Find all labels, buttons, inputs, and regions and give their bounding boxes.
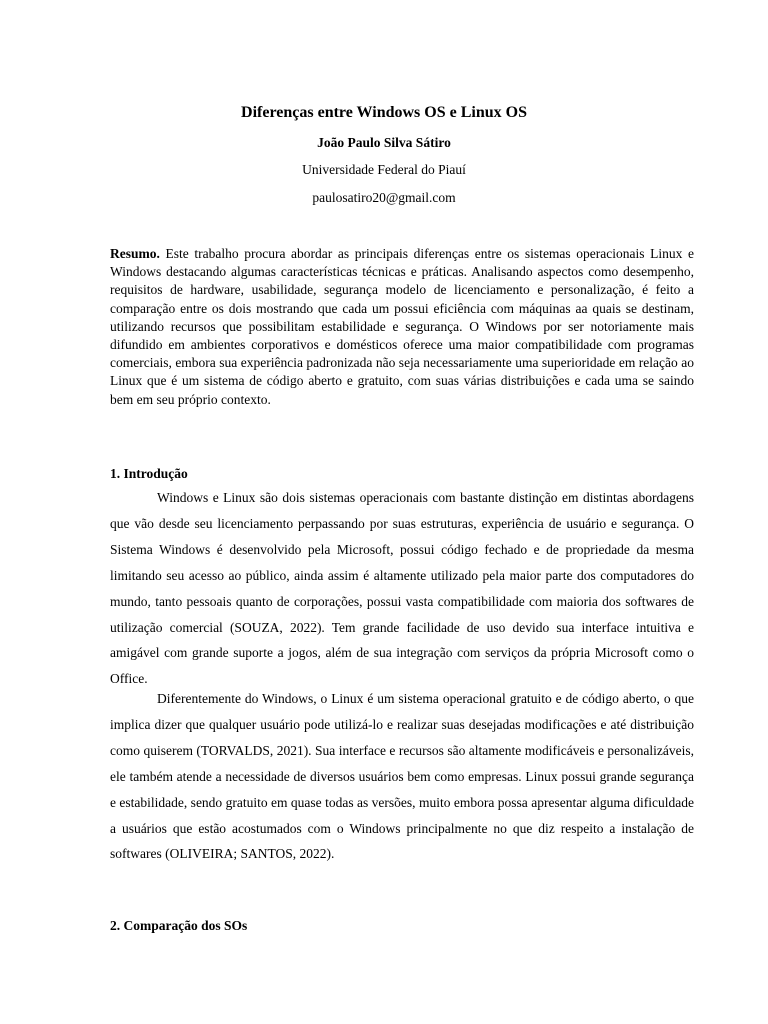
abstract bbox=[110, 245, 694, 409]
section-heading-comparison: 2. Comparação dos SOs bbox=[110, 918, 248, 933]
author-email: paulosatiro20@gmail.com bbox=[312, 190, 456, 205]
paper-title: Diferenças entre Windows OS e Linux OS bbox=[241, 104, 527, 121]
abstract-text: Este trabalho procura abordar as principais diferenças entre os sistemas operacionais Linux e Windows destacando algumas características técnicas e práticas. Analisando aspectos como desempenho, requisitos de hardware, usabilidade, segurança modelo de licenciamento e personalização, é feito a comparação entre os dois mostrando que cada um possui eficiência com máquinas aa quais se destinam, utilizando recursos que possibilitam estabilidade e segurança. O Windows por ser notoriamente mais difundido em ambientes corporativos e domésticos oferece uma maior compatibilidade com programas comerciais, embora sua experiência padronizada não seja necessariamente uma superioridade em relação ao Linux que é um sistema de código aberto e gratuito, com suas várias distribuições e cada uma se saindo bem em seu próprio contexto. bbox=[110, 246, 694, 407]
intro-paragraph-2: Diferentemente do Windows, o Linux é um sistema operacional gratuito e de código aberto, o que implica dizer que qualquer usuário pode utilizá-lo e realizar suas desejadas modificações e até distribuição como quiserem (TORVALDS, 2021). Sua interface e recursos são altamente modificáveis e personalizáveis, ele também atende a necessidade de diversos usuários bem como empresas. Linux possui grande segurança e estabilidade, sendo gratuito em quase todas as versões, muito embora possa apresentar alguma dificuldade a usuários que estão acostumados com o Windows principalmente no que diz respeito a instalação de softwares (OLIVEIRA; SANTOS, 2022). bbox=[110, 691, 694, 862]
abstract-label: Resumo. bbox=[110, 246, 160, 261]
section-heading-introduction: 1. Introdução bbox=[110, 466, 188, 481]
author-affiliation: Universidade Federal do Piauí bbox=[302, 162, 466, 177]
author-name: João Paulo Silva Sátiro bbox=[317, 135, 451, 150]
intro-paragraph-1: Windows e Linux são dois sistemas operacionais com bastante distinção em distintas abordagens que vão desde seu licenciamento perpassando por suas estruturas, experiência de usuário e segurança. O Sistema Windows é desenvolvido pela Microsoft, possui código fechado e de propriedade da mesma limitando seu acesso ao público, ainda assim é altamente utilizado pela maior parte dos computadores do mundo, tanto pessoais quanto de corporações, possui vasta compatibilidade com maioria dos softwares de utilização comercial (SOUZA, 2022). Tem grande facilidade de uso devido sua interface intuitiva e amigável com grande suporte a jogos, além de sua integração com serviços da própria Microsoft como o Office. bbox=[110, 490, 694, 687]
